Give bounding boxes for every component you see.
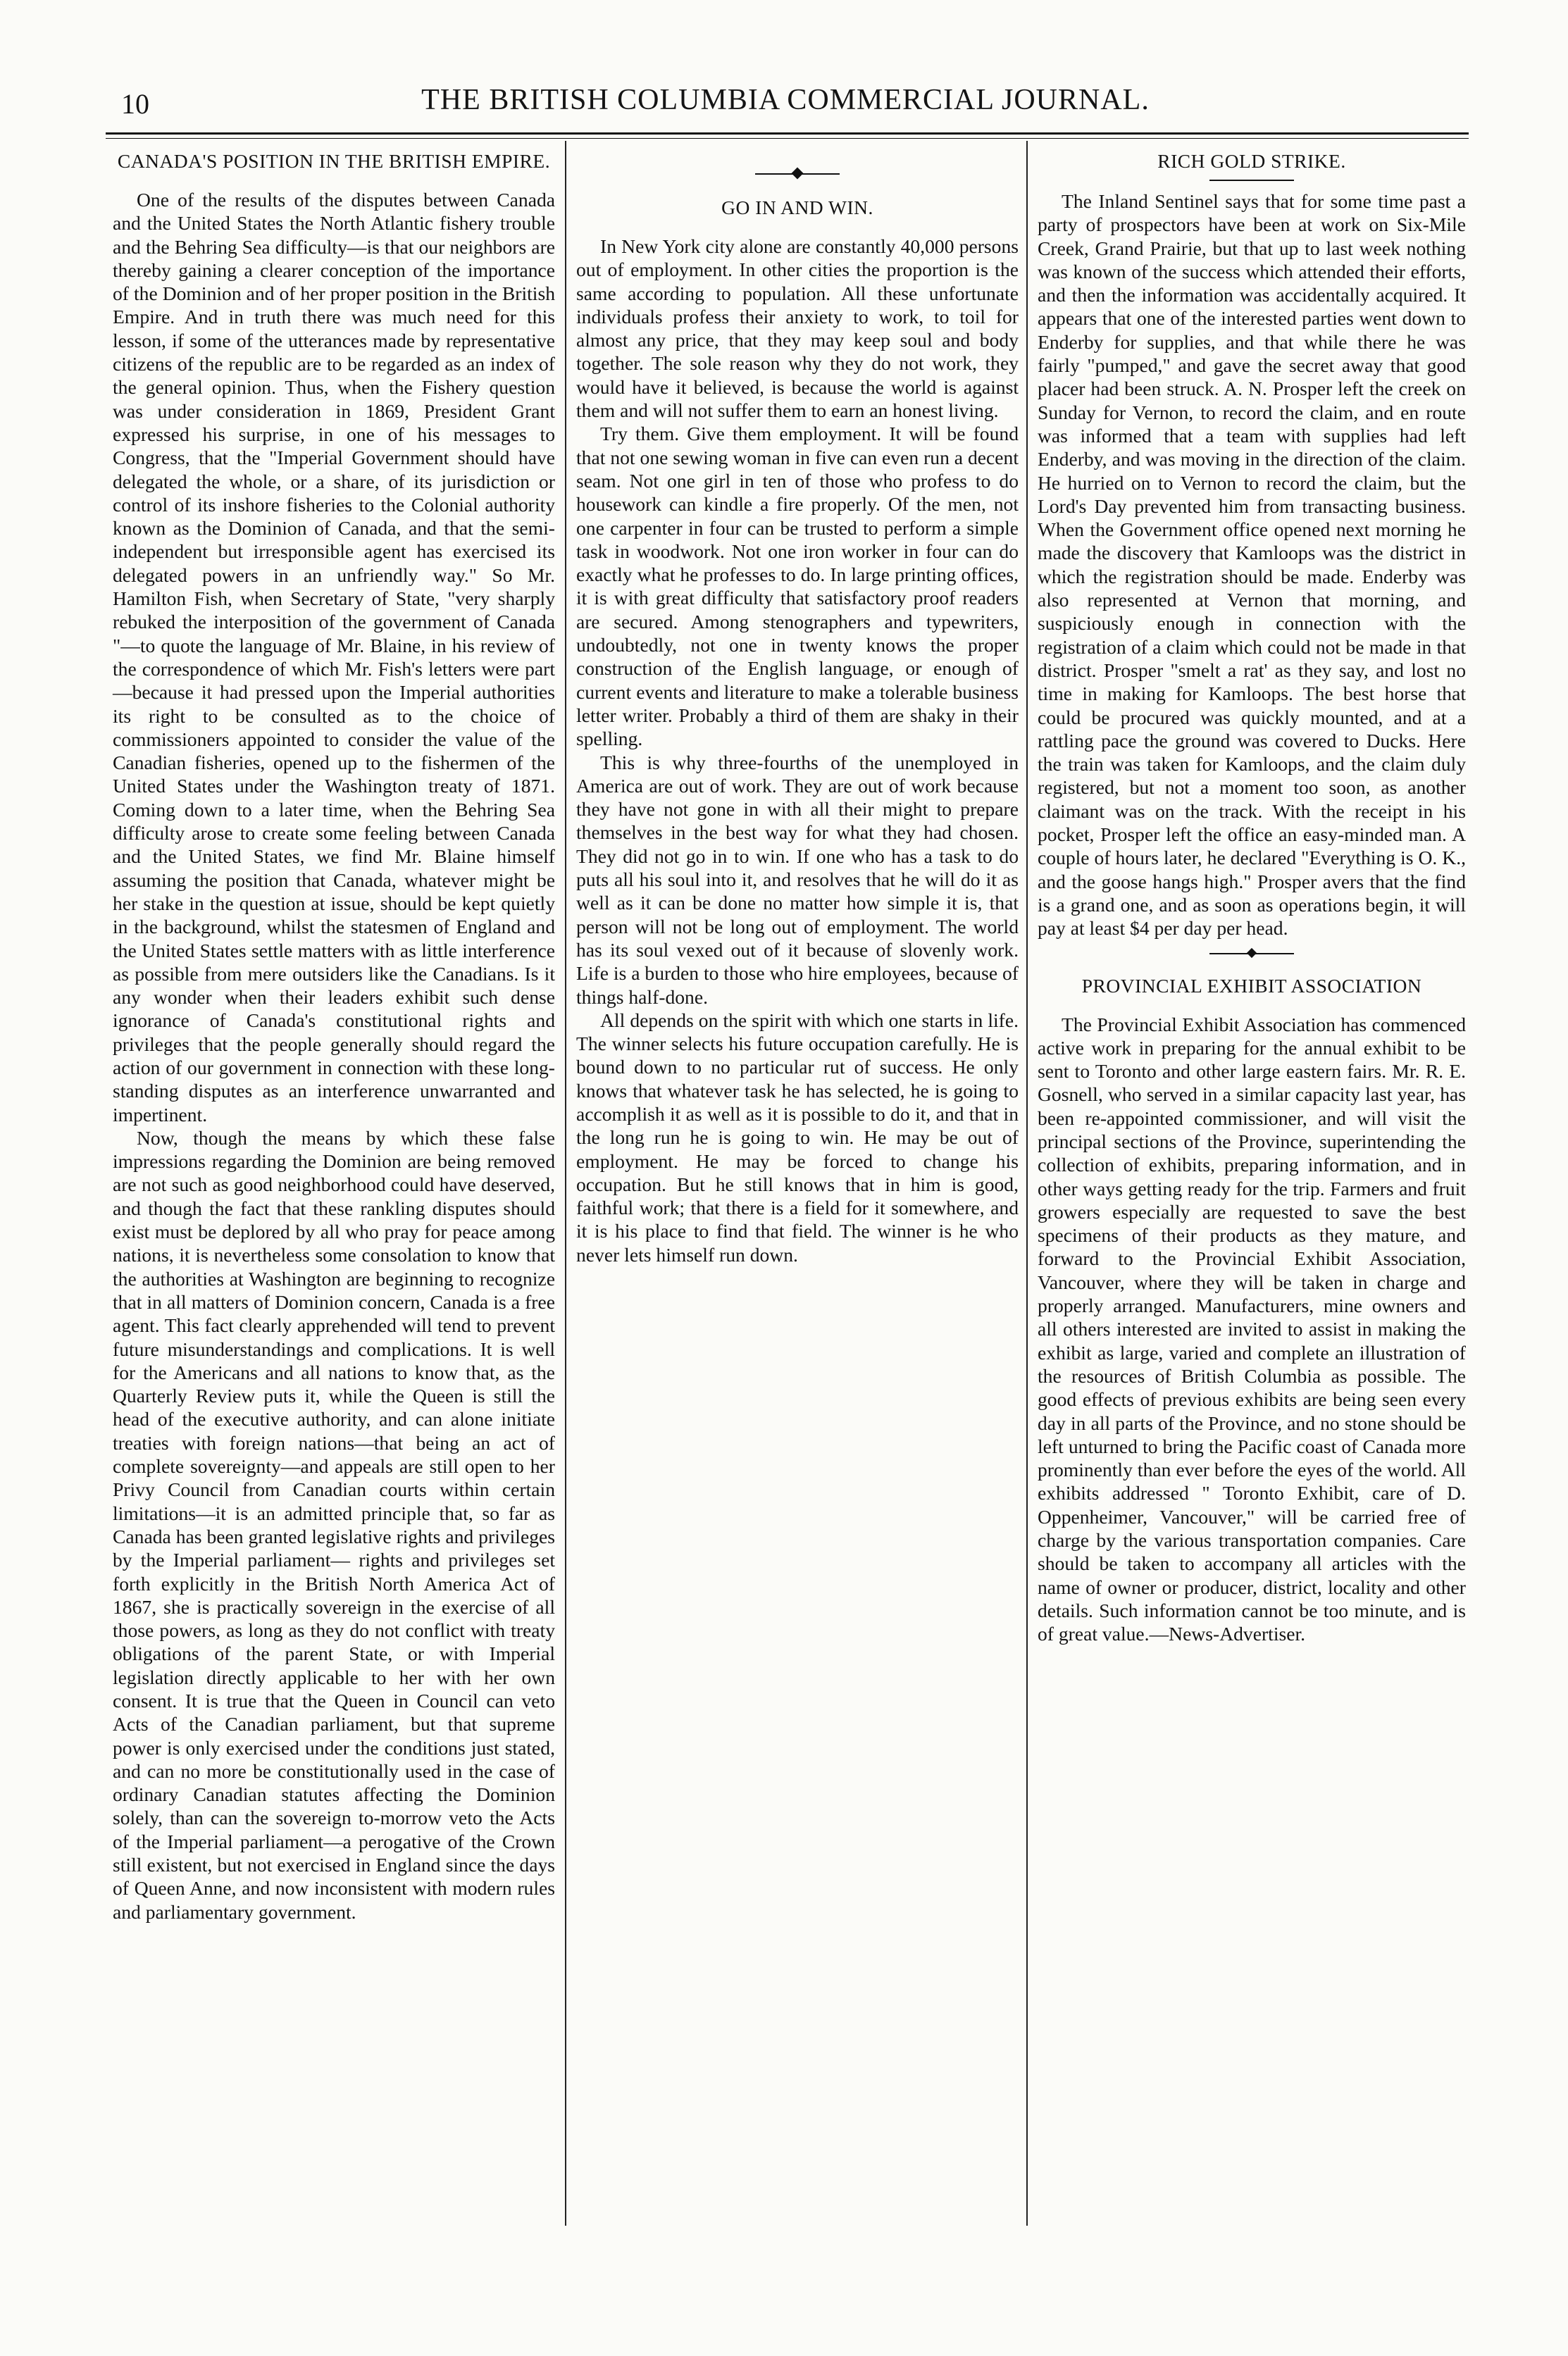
article-paragraph: This is why three-fourths of the unemployed in America are out of work. They are out of work because they have not gone in with all their might to prepare themselves in the best way for what they had chosen. They did not go in to win. If one who has a task to do puts all his soul into it, and resolves that he will do it as well as it can be done no matter how simple it is, that person will not be long out of employment. The world has its soul vexed out of it because of slovenly work. Life is a burden to those who hire employees, because of things half-done. [576, 751, 1019, 1008]
column-divider [565, 141, 566, 2226]
page-title: THE BRITISH COLUMBIA COMMERCIAL JOURNAL. [421, 84, 1150, 116]
header-rule [106, 132, 1469, 135]
section-divider [576, 163, 1019, 185]
article-paragraph: All depends on the spirit with which one starts in life. The winner selects his future occupation carefully. He is bound down to no particular rut of success. He only knows that whatever task he has selected, he is going to accomplish it as well as it is possible to do it, and that in the long run he is going to win. He may be out of employment. He may be forced to change his occupation. But he still knows that in him is good, faithful work; that there is a field for it somewhere, and it is his place to find that field. The winner is he who never lets himself run down. [576, 1009, 1019, 1266]
column-divider [1026, 141, 1028, 2226]
article-paragraph: The Inland Sentinel says that for some time past a party of prospectors have been at work on Six-Mile Creek, Grand Prairie, but that up to last week nothing was known of the success which attended their efforts, and then the information was accidentally acquired. It appears that one of the interested parties went down to Enderby for supplies, and that while there he was fairly "pumped," and gave the secret away that good placer had been struck. A. N. Prosper left the creek on Sunday for Vernon, to record the claim, and en route was informed that a team with supplies had left Enderby, and was moving in the direction of the claim. He hurried on to Vernon to record the claim, but the Lord's Day prevented him from transacting business. When the Government office opened next morning he made the discovery that Kamloops was the district in which the registration should be made. Enderby was also represented at Vernon that morning, and suspiciously enough in connection with the registration of a claim which could not be made in that district. Prosper "smelt a rat' as they say, and lost no time in making for Kamloops. The best horse that could be procured was quickly mounted, and at a rattling pace the ground was covered to Ducks. Here the train was taken for Kamloops, and the claim duly registered, but not a moment too soon, as another claimant was on the track. With the receipt in his pocket, Prosper left the office an easy-minded man. A couple of hours later, he declared "Everything is O. K., and the goose hangs high." Prosper avers that the find is a grand one, and as soon as operations begin, it will pay at least $4 per day per head. [1038, 190, 1466, 940]
column-left [113, 149, 555, 1924]
article-paragraph: One of the results of the disputes between Canada and the United States the North Atlantic fishery trouble and the Behring Sea difficulty—is that our neighbors are thereby gaining a clearer conception of the importance of the Dominion and of her proper position in the British Empire. And in truth there was much need for this lesson, if some of the utterances made by representative citizens of the republic are to be regarded as an index of the general opinion. Thus, when the Fishery question was under consideration in 1869, President Grant expressed his surprise, in one of his messages to Congress, that the "Imperial Government should have delegated the whole, or a share, of its jurisdiction or control of its inshore fisheries to the Colonial authority known as the Dominion of Canada, and that the semi-independent but irresponsible agent has exercised its delegated powers in an unfriendly way." So Mr. Hamilton Fish, when Secretary of State, "very sharply rebuked the interposition of the government of Canada "—to quote the language of Mr. Blaine, in his review of the correspondence of which Mr. Fish's letters were part —because it had pressed upon the Imperial authorities its right to be consulted as to the choice of commissioners appointed to consider the value of the Canadian fisheries, opened up to the fishermen of the United States under the Washington treaty of 1871. Coming down to a later time, when the Behring Sea difficulty arose to create some feeling between Canada and the United States, we find Mr. Blaine himself assuming the position that Canada, whatever might be her stake in the question at issue, should be kept quietly in the background, whilst the statesmen of England and the United States settle matters with as little interference as possible from mere outsiders like the Canadians. Is it any wonder when their leaders exhibit such dense ignorance of Canada's constitutional rights and privileges that the people generally should regard the action of our government in connection with these long-standing disputes as an interference unwarranted and impertinent. [113, 189, 555, 1126]
page-number: 10 [121, 88, 149, 120]
page-header [106, 83, 1465, 125]
article-heading: CANADA'S POSITION IN THE BRITISH EMPIRE. [117, 150, 551, 172]
article-paragraph: The Provincial Exhibit Association has commenced active work in preparing for the annual exhibit to be sent to Toronto and other large eastern fairs. Mr. R. E. Gosnell, who served in a similar capacity last year, has been re-appointed commissioner, and will visit the principal sections of the Province, superintending the collection of exhibits, preparing information, and in other ways getting ready for the trip. Farmers and fruit growers especially are requested to save the best specimens of their products as they mature, and forward to the Provincial Exhibit Association, Vancouver, where they will be taken in charge and properly arranged. Manufacturers, mine owners and all others interested are invited to assist in making the exhibit as large, varied and complete an illustration of the resources of British Columbia as possible. The good effects of previous exhibits are being seen every day in all parts of the Province, and no stone should be left unturned to bring the Pacific coast of Canada more prominently than ever before the eyes of the world. All exhibits addressed " Toronto Exhibit, care of D. Oppenheimer, Vancouver," will be carried free of charge by the various transportation companies. Care should be taken to accompany all articles with the name of owner or producer, district, locality and other details. Such information cannot be too minute, and is of great value.—News-Advertiser. [1038, 1013, 1466, 1645]
column-middle [576, 149, 1019, 1266]
article-heading: PROVINCIAL EXHIBIT ASSOCIATION [1081, 974, 1422, 997]
heading-rule [1209, 180, 1294, 181]
article-paragraph: Now, though the means by which these false impressions regarding the Dominion are being removed are not such as good neighborhood could have deserved, and though the fact that these rankling disputes should exist must be deplored by all who pray for peace among nations, it is nevertheless some consolation to know that the authorities at Washington are beginning to recognize that in all matters of Dominion concern, Canada is a free agent. This fact clearly apprehended will tend to prevent future misunderstandings and complications. It is well for the Americans and all nations to know that, as the Quarterly Review puts it, while the Queen is still the head of the executive authority, and can alone initiate treaties with foreign nations—that being an act of complete sovereignty—and appeals are still open to her Privy Council from Canadian courts within certain limitations—it is an admitted principle that, so far as Canada has been granted legislative rights and privileges by the Imperial parliament— rights and privileges set forth explicitly in the British North America Act of 1867, she is practically sovereign in the exercise of all those powers, as long as they do not conflict with treaty obligations of the parent State, or with Imperial legislation directly applicable to her with her own consent. It is true that the Queen in Council can veto Acts of the Canadian parliament, but that supreme power is only exercised under the conditions just stated, and can no more be constitutionally used in the case of ordinary Canadian statutes affecting the Dominion solely, than can the sovereign to-morrow veto the Acts of the Imperial parliament—a perogative of the Crown still existent, but not exercised in England since the days of Queen Anne, and now inconsistent with modern rules and parliamentary government. [113, 1126, 555, 1923]
article-heading: GO IN AND WIN. [721, 197, 873, 218]
article-paragraph: Try them. Give them employment. It will be found that not one sewing woman in five can even run a decent seam. Not one girl in ten of those who profess to do housework can kindle a fire properly. Of the men, not one carpenter in four can be trusted to perform a simple task in woodwork. Not one iron worker in four can do exactly what he professes to do. In large printing offices, it is with great difficulty that satisfactory proof readers are secured. Among stenographers and typewriters, undoubtedly, not one in twenty knows the proper construction of the English language, or enough of current events and literature to make a tolerable business letter writer. Probably a third of them are shaky in their spelling. [576, 423, 1019, 750]
column-right [1038, 149, 1466, 1646]
section-divider [1038, 949, 1466, 961]
article-heading: RICH GOLD STRIKE. [1157, 150, 1346, 172]
article-paragraph: In New York city alone are constantly 40,000 persons out of employment. In other cities the proportion is the same according to population. All these unfortunate individuals profess their anxiety to work, to toil for almost any price, that they may keep soul and body together. The sole reason why they do not work, they would have it believed, is because the world is against them and will not suffer them to earn an honest living. [576, 235, 1019, 422]
header-rule-thin [106, 138, 1469, 139]
